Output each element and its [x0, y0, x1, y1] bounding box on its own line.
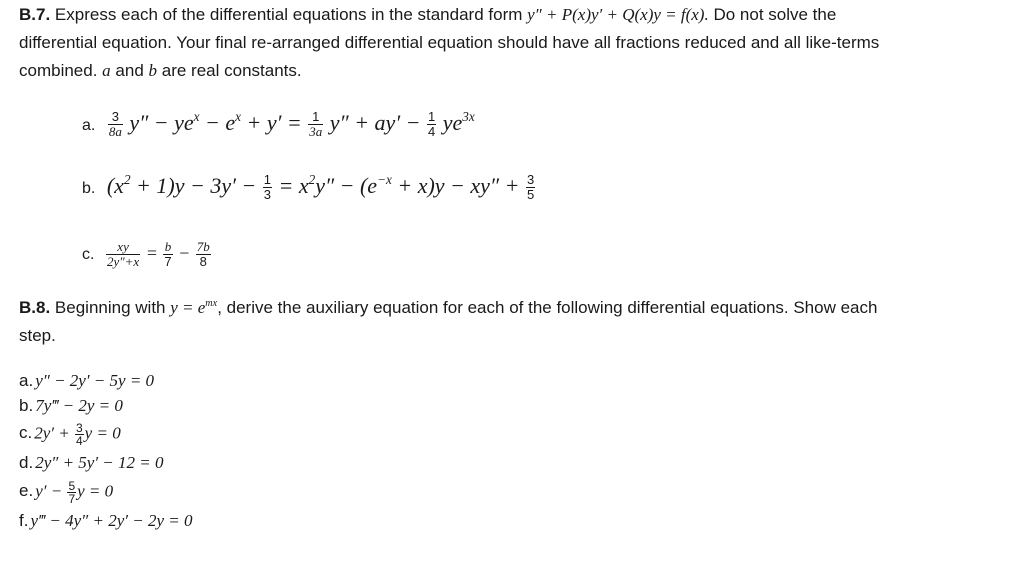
- b8-item-a-label: a.: [19, 371, 34, 390]
- b7-constants-text: are real constants.: [161, 61, 302, 80]
- fraction: $\frac{3}{8a}$: [108, 109, 122, 140]
- b7-equation-b: b. $(x^2 + 1)y - 3y'$ − $\frac{1}{3}$ = $x^2y'' - (e^{-x} + x)y - xy''$ + $\frac{3}{5}$: [82, 171, 535, 203]
- fraction: $\frac{1}{3}$: [263, 172, 271, 203]
- b8-equation-a: a. y″ − 2y′ − 5y = 0: [19, 371, 155, 390]
- b8-item-c-label: c.: [19, 423, 33, 443]
- b7-heading: B.7.: [19, 5, 51, 24]
- b8-instruction-line-1: [19, 297, 877, 319]
- b7-intro-tail: Do not solve the: [713, 5, 837, 24]
- b8-equation-c: c. 2y′ + $\frac{3}{4}$ y = 0: [19, 421, 121, 448]
- fraction: $\frac{5}{7}$: [68, 479, 76, 506]
- fraction: $\frac{3}{5}$: [526, 172, 535, 203]
- b8-heading: B.8.: [19, 298, 51, 317]
- fraction: $\frac{7b}{8}$: [196, 239, 210, 270]
- b7-item-b-label: b.: [82, 180, 96, 197]
- fraction: $\frac{b}{7}$: [164, 239, 172, 270]
- b7-instruction-line-3: [19, 60, 302, 82]
- b7-instruction-line-2: differential equation. Your final re-arranged differential equation should have all fractions reduced and all like-terms: [19, 33, 880, 52]
- b7-combined-text: combined.: [19, 61, 98, 80]
- b8-intro-tail: , derive the auxiliary equation for each of the following differential equations. Show each: [217, 298, 878, 317]
- b8-item-f-label: f.: [19, 511, 29, 530]
- b7-item-a-label: a.: [82, 117, 96, 134]
- b7-intro-text: Express each of the differential equations in the standard form: [54, 5, 523, 24]
- b7-item-c-label: c.: [82, 246, 95, 263]
- b7-constant-b: b: [148, 61, 158, 80]
- b7-constant-a: a: [102, 61, 111, 80]
- b8-instruction-line-2: step.: [19, 326, 56, 345]
- b8-item-b-label: b.: [19, 396, 34, 415]
- fraction: $\frac{3}{4}$: [75, 421, 83, 448]
- b8-equation-e: e. y′ − $\frac{5}{7}$ y = 0: [19, 479, 114, 506]
- b8-equation-d: d. 2y″ + 5y′ − 12 = 0: [19, 453, 164, 472]
- b8-item-e-label: e.: [19, 481, 34, 501]
- b8-item-d-label: d.: [19, 453, 34, 472]
- b8-equation-f: f. y‴ − 4y″ + 2y′ − 2y = 0: [19, 511, 193, 530]
- b7-standard-form: y″ + P(x)y′ + Q(x)y = f(x).: [527, 5, 709, 24]
- fraction: $\frac{1}{3a}$: [309, 109, 323, 140]
- b8-trial-solution: $y = e^{mx}$: [170, 297, 218, 317]
- fraction: $\frac{1}{4}$: [427, 109, 436, 140]
- b8-equation-b: b. 7y‴ − 2y = 0: [19, 396, 123, 415]
- b7-equation-a: a. $\frac{3}{8a}$ $y'' - ye^x - e^x + y'$ = $\frac{1}{3a}$ y″ + ay′ − $\frac{1}{4}$ $ye^{3x}$: [82, 108, 475, 140]
- b7-and-text: and: [115, 61, 144, 80]
- b8-intro-text: Beginning with: [54, 298, 166, 317]
- b7-equation-c: c. $\frac{xy}{2y''+x}$ = $\frac{b}{7}$ − $\frac{7b}{8}$: [82, 239, 210, 270]
- fraction: $\frac{xy}{2y''+x}$: [106, 239, 140, 270]
- b7-instruction-line-1: [19, 4, 836, 26]
